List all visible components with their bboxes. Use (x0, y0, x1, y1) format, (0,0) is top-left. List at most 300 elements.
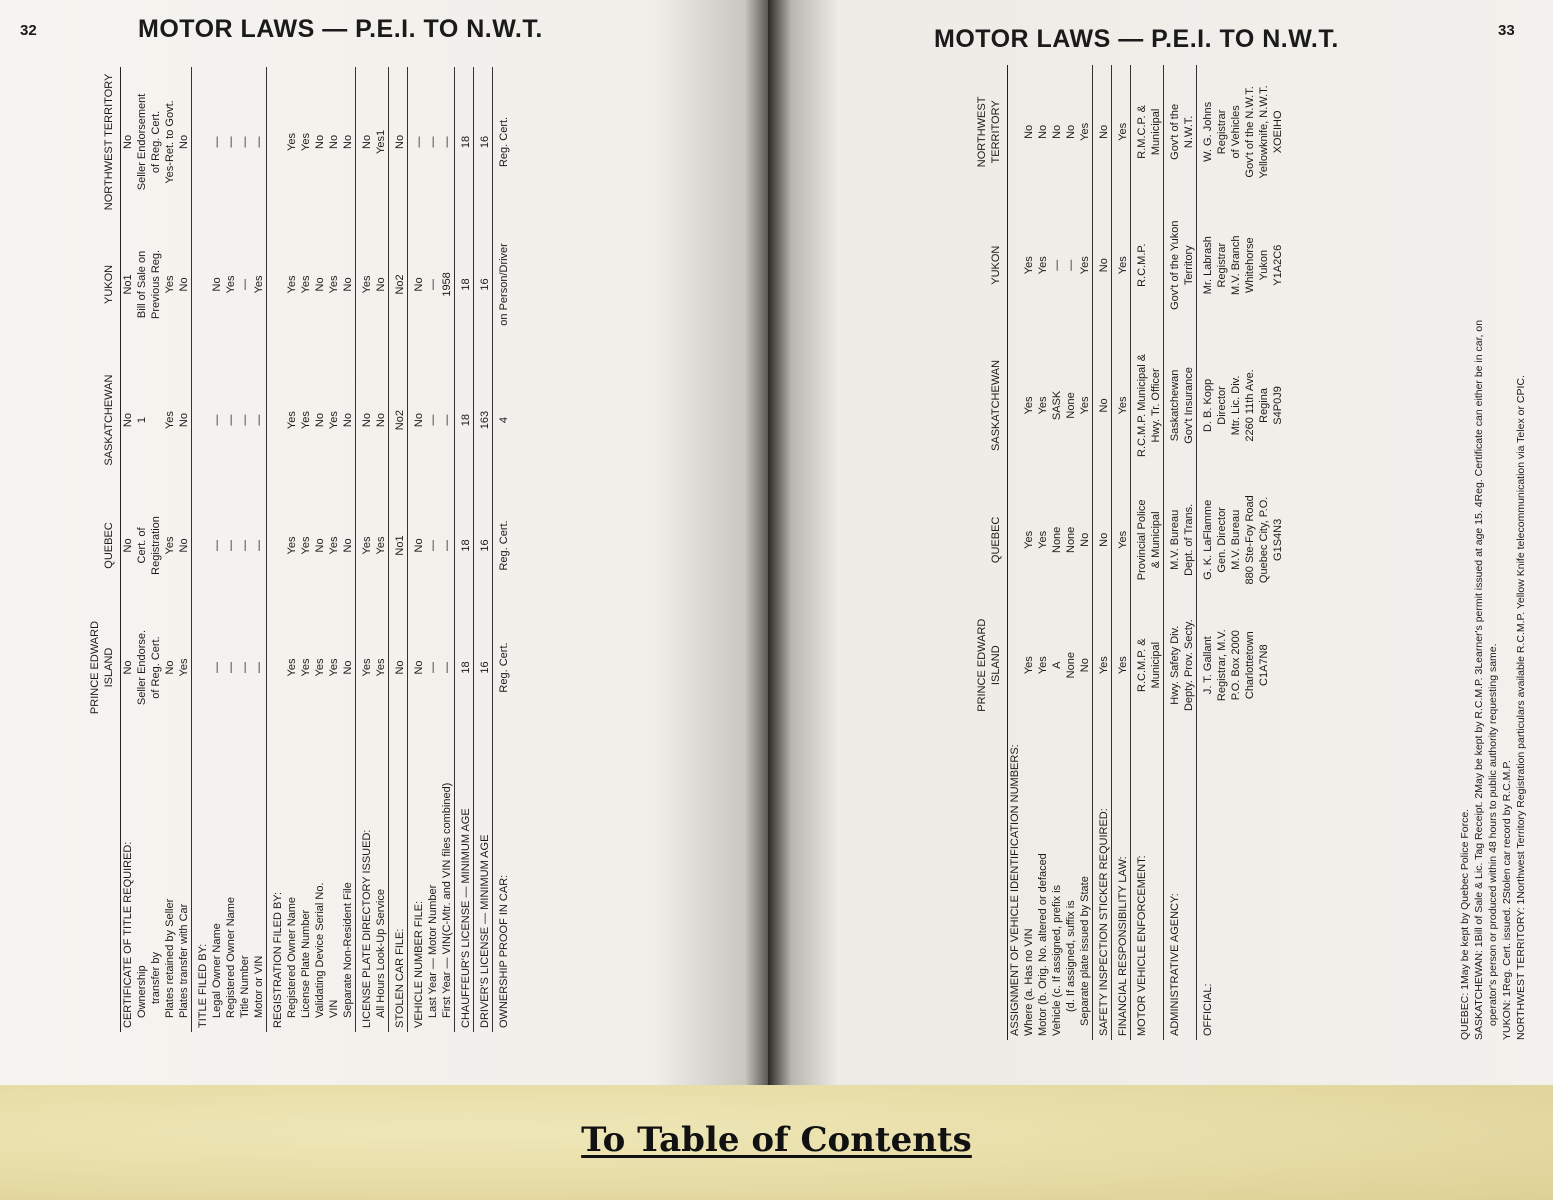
table-row (1022, 65, 1036, 1040)
table-cell: No (1093, 332, 1112, 480)
table-cell: — (225, 414, 237, 426)
table-cell: Yellowknife, N.W.T. (1258, 85, 1270, 179)
table-row (135, 67, 149, 1032)
table-cell: Registrar, M.V. (1216, 629, 1228, 702)
table-cell: Yes (253, 275, 265, 294)
row-label: Separate Non-Resident File (342, 882, 354, 1018)
table-cell: Yes (225, 275, 237, 294)
table-cell: Mtr. Lic. Div. (1230, 375, 1242, 436)
column-header: SASKATCHEWAN (88, 352, 121, 488)
table-row (1197, 65, 1216, 1040)
left-page-number: 32 (20, 22, 37, 39)
table-row (1215, 65, 1229, 1040)
footnote-line: QUEBEC: 1May be kept by Quebec Police Force. (1459, 808, 1471, 1040)
table-cell: — (441, 136, 453, 148)
table-cell: — (253, 136, 265, 148)
table-cell: 18 (455, 603, 474, 733)
table-cell: J. T. Gallant (1197, 600, 1216, 730)
table-cell: Reg. Cert. (493, 603, 512, 733)
table-cell: No (211, 277, 223, 292)
table-cell: — (239, 278, 251, 290)
table-row (1064, 65, 1078, 1040)
table-cell: — (239, 414, 251, 426)
table-cell: None (1051, 526, 1063, 553)
table-cell: on Person/Driver (493, 217, 512, 352)
column-header: PRINCE EDWARD ISLAND (88, 603, 121, 733)
table-cell: No (375, 277, 387, 292)
table-cell: of Reg. Cert. (150, 110, 162, 174)
table-cell: Seller Endorsement (136, 93, 148, 191)
table-cell: Yes (164, 536, 176, 555)
row-label: Plates transfer with Car (178, 903, 190, 1018)
table-cell: M.V. Bureau (1230, 509, 1242, 570)
table-cell (267, 603, 286, 733)
left-motor-laws-table (88, 67, 511, 1032)
table-cell (1008, 479, 1023, 600)
table-cell: No (356, 67, 375, 217)
row-label: DRIVER'S LICENSE — MINIMUM AGE (474, 732, 493, 1032)
table-cell: Yes (1079, 396, 1091, 415)
table-of-contents-link[interactable]: To Table of Contents (581, 1120, 972, 1160)
table-cell: Cert. of (136, 527, 148, 564)
table-cell: Yes1 (375, 129, 387, 154)
table-cell: — (239, 662, 251, 673)
table-cell: P.O. Box 2000 (1230, 630, 1242, 701)
table-cell: — (441, 414, 453, 426)
table-cell (192, 488, 211, 602)
table-row (1257, 65, 1271, 1040)
table-cell: No (122, 134, 134, 149)
table-cell: No (1079, 532, 1091, 547)
table-cell: No (1023, 124, 1035, 139)
table-row (224, 67, 238, 1032)
row-label: SAFETY INSPECTION STICKER REQUIRED: (1093, 730, 1112, 1040)
table-cell: Yes (375, 658, 387, 677)
row-label: OWNERSHIP PROOF IN CAR: (493, 732, 512, 1032)
table-cell: — (427, 278, 439, 290)
table-cell: No2 (389, 352, 408, 488)
table-cell: Yes (178, 658, 190, 677)
row-label: VEHICLE NUMBER FILE: (408, 732, 427, 1032)
table-cell: Gov't of the Yukon (1164, 199, 1183, 332)
table-cell: No (1093, 199, 1112, 332)
table-cell: D. B. Kopp (1197, 332, 1216, 480)
table-cell: Yes (328, 536, 340, 555)
table-cell: — (427, 539, 439, 551)
table-cell: Hwy. Safety Div. (1164, 600, 1183, 730)
table-cell: Gen. Director (1216, 507, 1228, 573)
table-cell: Yes (1112, 65, 1131, 199)
row-label (1215, 730, 1229, 1040)
table-cell: No1 (122, 274, 134, 295)
table-cell: No1 (389, 488, 408, 602)
table-row (252, 67, 267, 1032)
table-cell: — (211, 539, 223, 551)
row-label: ASSIGNMENT OF VEHICLE IDENTIFICATION NUMBERS: (1009, 744, 1021, 1036)
table-row (1036, 65, 1050, 1040)
table-row (1182, 65, 1197, 1040)
table-cell: No (314, 413, 326, 428)
table-cell: XOEIHO (1272, 110, 1284, 154)
table-cell: Yes (375, 536, 387, 555)
footnote-line: SASKATCHEWAN: 1Bill of Sale & Lic. Tag Receipt. 2May be kept by R.C.M.P. 3Learner's permit issued at age 15. 4Reg. Certificate can either be in car, on (1473, 319, 1485, 1040)
table-cell: Municipal (1150, 641, 1162, 689)
table-cell: — (427, 414, 439, 426)
row-label (1229, 730, 1243, 1040)
table-cell: N.W.T. (1183, 115, 1195, 149)
table-cell: Yes (356, 217, 375, 352)
table-cell: — (225, 539, 237, 551)
table-cell: M.V. Bureau (1164, 479, 1183, 600)
table-row (313, 67, 327, 1032)
table-cell: Yes (1112, 199, 1131, 332)
table-cell: 16 (474, 67, 493, 217)
table-cell: Yes (356, 488, 375, 602)
table-cell: Yes (1112, 332, 1131, 480)
table-row (374, 67, 389, 1032)
footnote-line: YUKON: 1Reg. Cert. issued. 2Stolen car record by R.C.M.P. (1501, 760, 1513, 1040)
table-row (121, 67, 136, 1032)
table-cell: — (408, 67, 427, 217)
table-cell: Yes (286, 658, 298, 677)
header-spacer (88, 732, 121, 1032)
table-cell: Registration (150, 516, 162, 575)
table-cell: Gov't of the N.W.T. (1244, 86, 1256, 178)
table-row (408, 67, 427, 1032)
table-cell: — (211, 136, 223, 148)
table-cell: No (1093, 479, 1112, 600)
right-page-title: MOTOR LAWS — P.E.I. TO N.W.T. (934, 25, 1339, 53)
table-row (426, 67, 440, 1032)
table-cell: C1A7N8 (1258, 644, 1270, 686)
table-cell: Provincial Police (1131, 479, 1150, 600)
table-cell: Registrar (1216, 242, 1228, 288)
table-cell: No (342, 538, 354, 553)
table-row (493, 67, 512, 1032)
table-cell (1008, 600, 1023, 730)
table-cell: No (314, 538, 326, 553)
table-row (389, 67, 408, 1032)
table-cell: — (1051, 259, 1063, 271)
table-cell (267, 352, 286, 488)
table-cell: Yes (314, 658, 326, 677)
table-cell: No (1051, 124, 1063, 139)
table-cell: 16 (474, 603, 493, 733)
table-cell (1149, 199, 1164, 332)
row-label: LICENSE PLATE DIRECTORY ISSUED: (356, 732, 375, 1032)
row-label: First Year — VIN(C-Mtr. and VIN files combined) (441, 782, 453, 1018)
table-row (1112, 65, 1131, 1040)
table-cell: Depty. Prov. Secty. (1183, 619, 1195, 712)
row-label: Vehicle (c. If assigned, prefix is (1051, 884, 1063, 1036)
table-row (238, 67, 252, 1032)
column-header: SASKATCHEWAN (975, 332, 1008, 480)
table-cell: Yes (300, 275, 312, 294)
table-cell: of Reg. Cert. (150, 636, 162, 699)
row-label: ADMINISTRATIVE AGENCY: (1164, 730, 1183, 1040)
table-cell: — (427, 136, 439, 148)
row-label: Legal Owner Name (211, 923, 223, 1018)
row-label: FINANCIAL RESPONSIBILITY LAW: (1112, 730, 1131, 1040)
row-label: (d. If assigned, suffix is (1065, 900, 1077, 1012)
table-cell: R.M.C.P. & (1131, 65, 1150, 199)
table-cell: Reg. Cert. (493, 67, 512, 217)
table-cell: Yes (1023, 256, 1035, 275)
table-cell: of Vehicles (1230, 105, 1242, 159)
table-cell: — (239, 539, 251, 551)
table-cell: None (1065, 392, 1077, 419)
table-row (1271, 65, 1285, 1040)
table-cell: Quebec City, P.O. (1258, 496, 1270, 584)
table-cell: No (1037, 124, 1049, 139)
table-cell: 18 (455, 67, 474, 217)
table-cell: W. G. Johns (1197, 65, 1216, 199)
table-cell (192, 217, 211, 352)
table-cell: Bill of Sale on (136, 250, 148, 319)
right-rotated-table (975, 65, 1285, 1040)
table-cell: — (1065, 259, 1077, 271)
table-cell: Yes (300, 132, 312, 151)
table-cell: G1S4N3 (1272, 518, 1284, 561)
table-cell: Yes (1112, 479, 1131, 600)
row-label: All Hours Look-Up Service (375, 889, 387, 1018)
table-cell: Whitehorse (1244, 237, 1256, 294)
row-label: TITLE FILED BY: (192, 732, 211, 1032)
table-cell: Director (1216, 386, 1228, 425)
table-cell: Regina (1258, 388, 1270, 423)
table-cell: No (164, 660, 176, 675)
table-cell: 880 Ste-Foy Road (1244, 495, 1256, 585)
table-cell: 18 (455, 352, 474, 488)
row-label: Last Year — Motor Number (427, 884, 439, 1018)
table-cell: Dept. of Trans. (1183, 503, 1195, 576)
row-label: MOTOR VEHICLE ENFORCEMENT: (1131, 730, 1150, 1040)
row-label: Separate plate issued by State (1079, 876, 1091, 1026)
table-row (474, 67, 493, 1032)
table-cell: 18 (455, 488, 474, 602)
table-cell (1271, 600, 1285, 730)
table-cell: No (342, 277, 354, 292)
table-cell: M.V. Branch (1230, 235, 1242, 295)
table-cell: 2260 11th Ave. (1244, 369, 1256, 442)
column-header: YUKON (975, 199, 1008, 332)
row-label (1243, 730, 1257, 1040)
table-cell: — (427, 662, 439, 673)
table-cell: No (389, 603, 408, 733)
table-row (1078, 65, 1093, 1040)
table-row (1050, 65, 1064, 1040)
table-cell: Previous Reg. (150, 249, 162, 319)
table-row (1131, 65, 1150, 1040)
table-cell: 16 (474, 488, 493, 602)
table-cell: No (328, 134, 340, 149)
table-cell: No (389, 67, 408, 217)
column-header: NORTHWEST TERRITORY (975, 65, 1008, 199)
table-row (177, 67, 192, 1032)
table-cell: R.C.M.P. (1131, 199, 1150, 332)
table-cell: — (441, 539, 453, 551)
table-row (163, 67, 177, 1032)
table-cell: No (314, 277, 326, 292)
table-cell: 1 (136, 417, 148, 424)
table-cell: Yes (1023, 530, 1035, 549)
table-cell: 16 (474, 217, 493, 352)
right-motor-laws-table (975, 65, 1285, 1040)
left-page (0, 0, 768, 1085)
table-cell: No (122, 413, 134, 428)
table-cell: Reg. Cert. (493, 488, 512, 602)
row-label: STOLEN CAR FILE: (389, 732, 408, 1032)
row-label (1257, 730, 1271, 1040)
table-cell: Yes-Ret. to Govt. (164, 100, 176, 184)
footnote-line: operator's person or produced within 48 hours to public authority requesting same. (1487, 643, 1499, 1026)
table-cell: — (211, 414, 223, 426)
column-header: NORTHWEST TERRITORY (88, 67, 121, 217)
table-row (149, 67, 163, 1032)
row-label (1149, 730, 1164, 1040)
row-label: Registered Owner Name (225, 896, 237, 1018)
header-row (88, 67, 121, 1032)
table-cell (192, 352, 211, 488)
table-cell: Registrar (1216, 109, 1228, 155)
table-cell: Yukon (1258, 249, 1270, 281)
table-cell: Yes (164, 411, 176, 430)
table-cell: 18 (455, 217, 474, 352)
table-cell: Yes (1079, 256, 1091, 275)
table-cell: Yes (286, 275, 298, 294)
row-label: Ownership (136, 965, 148, 1018)
table-row (341, 67, 356, 1032)
table-cell: No (375, 413, 387, 428)
table-cell: Seller Endorse. (136, 629, 148, 706)
row-label: REGISTRATION FILED BY: (267, 732, 286, 1032)
table-cell: Yes (1037, 530, 1049, 549)
column-header: PRINCE EDWARD ISLAND (975, 600, 1008, 730)
table-cell: Yes (1079, 122, 1091, 141)
table-cell: No (1079, 658, 1091, 673)
table-cell: & Municipal (1150, 511, 1162, 569)
table-cell: Mr. Labrash (1197, 199, 1216, 332)
table-cell: — (211, 662, 223, 673)
column-header: QUEBEC (88, 488, 121, 602)
table-cell: No (178, 277, 190, 292)
table-cell: No (408, 603, 427, 733)
row-label: VIN (328, 999, 340, 1018)
table-cell: None (1065, 526, 1077, 553)
table-cell: Territory (1183, 245, 1195, 286)
table-cell: Yes (164, 275, 176, 294)
table-row (285, 67, 299, 1032)
table-cell: S4P0J9 (1272, 386, 1284, 425)
table-cell: No2 (389, 217, 408, 352)
table-cell: Yes (286, 536, 298, 555)
table-row (455, 67, 474, 1032)
table-cell: Yes (328, 658, 340, 677)
table-cell: Gov't Insurance (1183, 367, 1195, 444)
footnotes (1458, 65, 1528, 1040)
table-cell: No (1065, 124, 1077, 139)
table-cell: — (253, 414, 265, 426)
table-cell: Yes (300, 658, 312, 677)
row-label: Motor (b. Orig. No. altered or defaced (1037, 853, 1049, 1036)
table-cell: R.C.M.P. & (1131, 600, 1150, 730)
column-header: QUEBEC (975, 479, 1008, 600)
right-page-number: 33 (1498, 22, 1515, 39)
table-row (267, 67, 286, 1032)
table-cell: Yes (286, 132, 298, 151)
table-cell: No (178, 134, 190, 149)
row-label: CERTIFICATE OF TITLE REQUIRED: (122, 841, 134, 1028)
table-row (1149, 65, 1164, 1040)
table-row (356, 67, 375, 1032)
table-cell: Yes (286, 411, 298, 430)
table-cell: 1958 (441, 272, 453, 297)
table-cell: No (408, 352, 427, 488)
table-row (210, 67, 224, 1032)
table-cell: Yes (328, 275, 340, 294)
table-cell: Hwy. Tr. Officer (1150, 368, 1162, 443)
table-cell: Yes (1037, 256, 1049, 275)
row-label: Where (a. Has no VIN (1023, 928, 1035, 1036)
table-cell: Yes (356, 603, 375, 733)
table-cell: No (356, 352, 375, 488)
table-row (1164, 65, 1183, 1040)
table-cell (267, 67, 286, 217)
table-cell: None (1065, 652, 1077, 679)
table-row (299, 67, 313, 1032)
table-row (1243, 65, 1257, 1040)
table-cell: No (408, 217, 427, 352)
footnote-line: NORTHWEST TERRITORY: 1Northwest Territory Registration particulars available R.C.M.P. Yellow Knife telecommunication via Telex or CPIC. (1515, 375, 1527, 1040)
header-spacer (975, 730, 1008, 1040)
table-cell: — (441, 662, 453, 673)
row-label: CHAUFFEUR'S LICENSE — MINIMUM AGE (455, 732, 474, 1032)
table-cell: R.C.M.P. Municipal & (1131, 332, 1150, 480)
table-row (440, 67, 455, 1032)
table-cell: Yes (1037, 396, 1049, 415)
row-label (1182, 730, 1197, 1040)
table-cell: — (239, 136, 251, 148)
table-cell: Yes (300, 536, 312, 555)
table-cell: Yes (1023, 656, 1035, 675)
row-label: Title Number (239, 955, 251, 1018)
table-cell: No (178, 538, 190, 553)
table-cell: — (253, 539, 265, 551)
table-cell: No (178, 413, 190, 428)
table-cell: Yes (1037, 656, 1049, 675)
table-cell: No (314, 134, 326, 149)
table-cell (192, 67, 211, 217)
row-label: transfer by (150, 952, 162, 1004)
table-cell: G. K. LaFlamme (1197, 479, 1216, 600)
table-cell: Gov't of the (1164, 65, 1183, 199)
table-cell: Yes (300, 411, 312, 430)
row-label: Motor or VIN (253, 955, 265, 1018)
table-cell: No (342, 660, 354, 675)
table-cell (1008, 332, 1023, 480)
table-cell (1008, 65, 1023, 199)
table-cell (149, 352, 163, 488)
table-cell (1008, 199, 1023, 332)
table-cell: — (253, 662, 265, 673)
table-cell: 163 (474, 352, 493, 488)
table-cell (192, 603, 211, 733)
row-label (1271, 730, 1285, 1040)
table-cell: Saskatchewan (1164, 332, 1183, 480)
table-row (327, 67, 341, 1032)
table-row (1008, 65, 1023, 1040)
table-cell (267, 217, 286, 352)
